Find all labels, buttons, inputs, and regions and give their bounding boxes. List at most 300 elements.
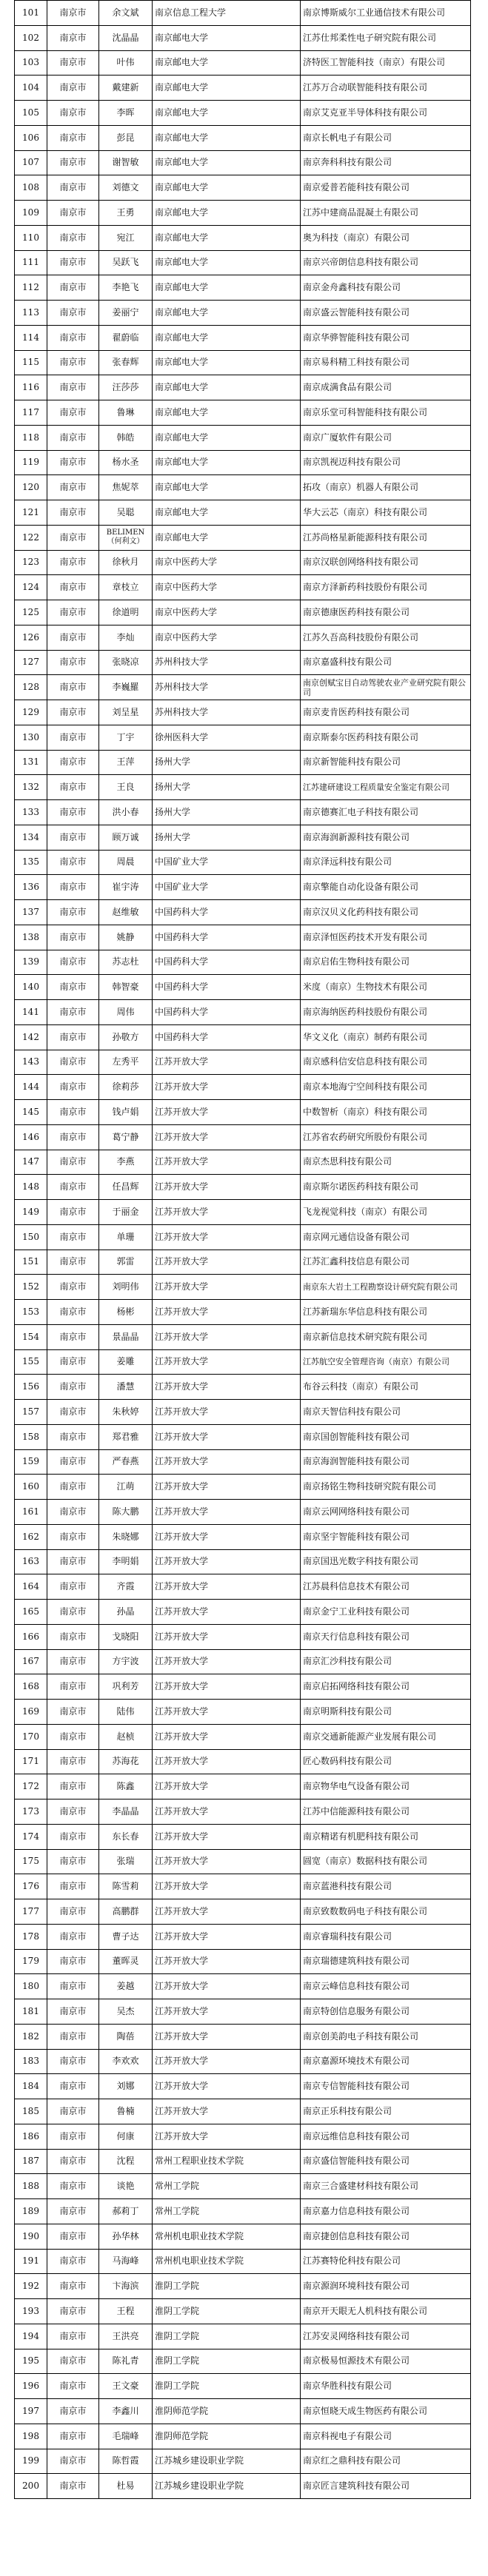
company-cell: 中数智析（南京）科技有限公司 [301,1100,471,1125]
company-cell: 南京乐堂可科智能科技有限公司 [301,400,471,426]
table-row [15,1024,471,1050]
row-number-cell: 141 [15,1000,47,1025]
table-row [15,2199,471,2224]
person-name-cell: 巩利芳 [99,1674,153,1700]
table-row [15,25,471,50]
person-name-cell: 韩智豪 [99,975,153,1000]
person-name-cell: 杨彬 [99,1300,153,1325]
person-name-cell: 严春燕 [99,1449,153,1475]
person-name-cell: 王勇 [99,201,153,226]
university-cell: 江苏开放大学 [153,1574,301,1600]
university-cell: 江苏开放大学 [153,1724,301,1749]
row-number-cell: 150 [15,1224,47,1250]
person-name-cell: 沈晶晶 [99,25,153,50]
table-row [15,2399,471,2424]
table-row [15,2299,471,2324]
company-cell: 南京擎能自动化设备有限公司 [301,875,471,900]
row-number-cell: 153 [15,1300,47,1325]
row-number-cell: 113 [15,301,47,326]
person-name-cell: 顾万诚 [99,825,153,850]
city-cell: 南京市 [47,225,99,250]
table-row [15,825,471,850]
person-name-cell: BELIMEN（何利文） [99,525,153,550]
city-cell: 南京市 [47,1974,99,1999]
person-name-cell: 齐霞 [99,1574,153,1600]
person-name-cell: 李鑫川 [99,2399,153,2424]
university-cell: 淮阴工学院 [153,2299,301,2324]
company-cell: 南京云网网络科技有限公司 [301,1500,471,1525]
table-row [15,1724,471,1749]
row-number-cell: 117 [15,400,47,426]
table-row [15,1150,471,1175]
university-cell: 江苏城乡建设职业学院 [153,2449,301,2474]
person-name-cell: 钱卢娟 [99,1100,153,1125]
company-cell: 南京盛信智能科技有限公司 [301,2149,471,2174]
row-number-cell: 162 [15,1524,47,1549]
person-name-cell: 苏海花 [99,1749,153,1774]
company-cell: 南京嘉盛科技有限公司 [301,650,471,675]
company-cell: 南京红之鼎科技有限公司 [301,2449,471,2474]
row-number-cell: 178 [15,1924,47,1949]
person-name-cell: 杜易 [99,2474,153,2499]
table-row [15,2324,471,2349]
city-cell: 南京市 [47,1449,99,1475]
company-cell: 南京专信智能科技有限公司 [301,2074,471,2099]
person-name-cell: 崔宇涛 [99,875,153,900]
person-name-cell: 赵桢 [99,1724,153,1749]
table-row [15,1899,471,1925]
company-cell: 江苏汇鑫科技信息有限公司 [301,1250,471,1275]
university-cell: 江苏开放大学 [153,2074,301,2099]
university-cell: 南京邮电大学 [153,225,301,250]
person-name-cell: 姜雕 [99,1349,153,1375]
person-name-cell: 方宇波 [99,1649,153,1674]
table-row [15,1475,471,1500]
table-row [15,1275,471,1300]
university-cell: 江苏开放大学 [153,1075,301,1100]
row-number-cell: 186 [15,2124,47,2149]
person-name-cell: 吴杰 [99,1999,153,2025]
row-number-cell: 167 [15,1649,47,1674]
university-cell: 南京邮电大学 [153,201,301,226]
roster-table [14,0,471,2499]
row-number-cell: 120 [15,475,47,500]
company-cell: 华文义化（南京）制药有限公司 [301,1024,471,1050]
table-row [15,2424,471,2449]
table-row [15,675,471,700]
table-row [15,650,471,675]
city-cell: 南京市 [47,2324,99,2349]
university-cell: 江苏开放大学 [153,2124,301,2149]
company-cell: 南京兴帝朗信息科技有限公司 [301,250,471,275]
table-row [15,1924,471,1949]
table-row [15,1,471,26]
person-name-cell: 章枝立 [99,575,153,600]
person-name-cell: 丁宇 [99,725,153,750]
company-cell: 南京汉贝义化药科技有限公司 [301,900,471,925]
row-number-cell: 190 [15,2224,47,2249]
city-cell: 南京市 [47,2024,99,2049]
row-number-cell: 107 [15,150,47,175]
row-number-cell: 176 [15,1874,47,1899]
city-cell: 南京市 [47,350,99,375]
company-cell: 拓攻（南京）机器人有限公司 [301,475,471,500]
university-cell: 苏州科技大学 [153,675,301,700]
table-row [15,1824,471,1849]
city-cell: 南京市 [47,1300,99,1325]
company-cell: 南京杰思科技有限公司 [301,1150,471,1175]
city-cell: 南京市 [47,1749,99,1774]
person-name-cell: 单珊 [99,1224,153,1250]
university-cell: 南京中医药大学 [153,625,301,650]
university-cell: 南京中医药大学 [153,600,301,625]
city-cell: 南京市 [47,550,99,575]
company-cell: 南京德康医药科技有限公司 [301,600,471,625]
city-cell: 南京市 [47,825,99,850]
university-cell: 江苏开放大学 [153,1924,301,1949]
university-cell: 南京中医药大学 [153,575,301,600]
person-name-cell: 姜越 [99,1974,153,1999]
company-cell: 南京启佑生物科技有限公司 [301,950,471,975]
person-name-cell: 李灿 [99,625,153,650]
university-cell: 南京邮电大学 [153,525,301,550]
city-cell: 南京市 [47,600,99,625]
company-cell: 南京易科精工科技有限公司 [301,350,471,375]
city-cell: 南京市 [47,2124,99,2149]
city-cell: 南京市 [47,2374,99,2399]
company-cell: 南京嘉源环境技术有限公司 [301,2049,471,2074]
table-row [15,975,471,1000]
table-row [15,1449,471,1475]
row-number-cell: 127 [15,650,47,675]
table-row [15,1674,471,1700]
university-cell: 常州工学院 [153,2199,301,2224]
city-cell: 南京市 [47,2274,99,2299]
company-cell: 南京极易恒源技术有限公司 [301,2349,471,2374]
company-cell: 南京瑞德建筑科技有限公司 [301,1949,471,1974]
row-number-cell: 195 [15,2349,47,2374]
roster-sheet [14,0,470,2499]
company-cell: 南京源润环境科技有限公司 [301,2274,471,2299]
company-cell: 南京华胜科技有限公司 [301,2374,471,2399]
person-name-cell: 余文斌 [99,1,153,26]
university-cell: 南京邮电大学 [153,301,301,326]
city-cell: 南京市 [47,425,99,450]
city-cell: 南京市 [47,700,99,725]
university-cell: 南京邮电大学 [153,400,301,426]
person-name-cell: 潘慧 [99,1375,153,1400]
table-row [15,1799,471,1825]
company-cell: 南京致数数码电子科技有限公司 [301,1899,471,1925]
company-cell: 江苏安灵网络科技有限公司 [301,2324,471,2349]
row-number-cell: 161 [15,1500,47,1525]
table-row [15,175,471,201]
university-cell: 江苏开放大学 [153,1974,301,1999]
person-name-cell: 徐秋月 [99,550,153,575]
university-cell: 南京邮电大学 [153,101,301,126]
university-cell: 中国药科大学 [153,1024,301,1050]
company-cell: 南京创美韵电子科技有限公司 [301,2024,471,2049]
person-name-cell: 鲁琳 [99,400,153,426]
row-number-cell: 119 [15,450,47,475]
university-cell: 江苏开放大学 [153,1949,301,1974]
city-cell: 南京市 [47,1874,99,1899]
person-name-cell: 孙华林 [99,2224,153,2249]
city-cell: 南京市 [47,201,99,226]
table-row [15,500,471,526]
row-number-cell: 129 [15,700,47,725]
table-row [15,2374,471,2399]
table-row [15,725,471,750]
company-cell: 南京睿瑞科技有限公司 [301,1924,471,1949]
person-name-cell: 王良 [99,775,153,800]
table-row [15,775,471,800]
person-name-cell: 马海峰 [99,2249,153,2274]
row-number-cell: 138 [15,925,47,950]
row-number-cell: 189 [15,2199,47,2224]
city-cell: 南京市 [47,975,99,1000]
company-cell: 南京创赋宝目自动驾驶农业产业研究院有限公司 [301,675,471,700]
table-row [15,2149,471,2174]
row-number-cell: 159 [15,1449,47,1475]
person-name-cell: 翟蔚临 [99,325,153,350]
row-number-cell: 133 [15,800,47,825]
row-number-cell: 132 [15,775,47,800]
university-cell: 江苏开放大学 [153,1774,301,1799]
city-cell: 南京市 [47,450,99,475]
person-name-cell: 李艳飞 [99,275,153,301]
row-number-cell: 193 [15,2299,47,2324]
roster-table-body [15,1,471,2499]
university-cell: 南京邮电大学 [153,50,301,76]
person-name-cell: 周伟 [99,1000,153,1025]
company-cell: 南京捷创信息科技有限公司 [301,2224,471,2249]
city-cell: 南京市 [47,2199,99,2224]
row-number-cell: 123 [15,550,47,575]
row-number-cell: 144 [15,1075,47,1100]
table-row [15,1375,471,1400]
company-cell: 南京德赛汇电子科技有限公司 [301,800,471,825]
row-number-cell: 192 [15,2274,47,2299]
person-name-cell: 于丽金 [99,1200,153,1225]
university-cell: 南京中医药大学 [153,550,301,575]
company-cell: 南京博斯威尔工业通信技术有限公司 [301,1,471,26]
person-name-cell: 李燕 [99,1150,153,1175]
row-number-cell: 142 [15,1024,47,1050]
person-name-cell: 吴聪 [99,500,153,526]
table-row [15,1124,471,1150]
university-cell: 江苏开放大学 [153,1175,301,1200]
university-cell: 苏州科技大学 [153,650,301,675]
university-cell: 扬州大学 [153,775,301,800]
table-row [15,1700,471,1725]
person-name-cell: 孙晶 [99,1600,153,1625]
university-cell: 常州机电职业技术学院 [153,2224,301,2249]
company-cell: 江苏晨科信息技术有限公司 [301,1574,471,1600]
table-row [15,1000,471,1025]
city-cell: 南京市 [47,625,99,650]
person-name-cell: 宛江 [99,225,153,250]
city-cell: 南京市 [47,500,99,526]
person-name-cell: 葛宁静 [99,1124,153,1150]
city-cell: 南京市 [47,2299,99,2324]
company-cell: 南京国迅光数字科技有限公司 [301,1549,471,1574]
row-number-cell: 197 [15,2399,47,2424]
table-row [15,2024,471,2049]
table-row [15,275,471,301]
row-number-cell: 135 [15,850,47,875]
row-number-cell: 101 [15,1,47,26]
table-row [15,850,471,875]
table-row [15,950,471,975]
university-cell: 南京邮电大学 [153,175,301,201]
city-cell: 南京市 [47,301,99,326]
row-number-cell: 145 [15,1100,47,1125]
person-name-cell: 徐莉莎 [99,1075,153,1100]
university-cell: 江苏开放大学 [153,1200,301,1225]
university-cell: 淮阴师范学院 [153,2424,301,2449]
university-cell: 江苏开放大学 [153,1849,301,1874]
city-cell: 南京市 [47,1799,99,1825]
table-row [15,301,471,326]
table-row [15,201,471,226]
table-row [15,1749,471,1774]
company-cell: 南京金宁工业科技有限公司 [301,1600,471,1625]
row-number-cell: 154 [15,1324,47,1349]
city-cell: 南京市 [47,125,99,150]
person-name-cell: 江萌 [99,1475,153,1500]
table-row [15,1874,471,1899]
row-number-cell: 148 [15,1175,47,1200]
table-row [15,2224,471,2249]
person-name-cell: 苏志杜 [99,950,153,975]
row-number-cell: 198 [15,2424,47,2449]
table-row [15,400,471,426]
person-name-cell: 杨水圣 [99,450,153,475]
university-cell: 江苏开放大学 [153,1799,301,1825]
city-cell: 南京市 [47,1250,99,1275]
university-cell: 江苏开放大学 [153,1649,301,1674]
table-row [15,750,471,775]
university-cell: 江苏开放大学 [153,1400,301,1425]
city-cell: 南京市 [47,1824,99,1849]
city-cell: 南京市 [47,1674,99,1700]
city-cell: 南京市 [47,1700,99,1725]
university-cell: 江苏开放大学 [153,1375,301,1400]
table-row [15,525,471,550]
city-cell: 南京市 [47,76,99,101]
table-row [15,76,471,101]
person-name-cell: 姚静 [99,925,153,950]
company-cell: 南京广厦软件有限公司 [301,425,471,450]
row-number-cell: 110 [15,225,47,250]
university-cell: 江苏开放大学 [153,1124,301,1150]
row-number-cell: 157 [15,1400,47,1425]
company-cell: 南京华骅智能科技有限公司 [301,325,471,350]
city-cell: 南京市 [47,1275,99,1300]
row-number-cell: 128 [15,675,47,700]
table-row [15,50,471,76]
row-number-cell: 168 [15,1674,47,1700]
table-row [15,450,471,475]
city-cell: 南京市 [47,1524,99,1549]
university-cell: 江苏开放大学 [153,1150,301,1175]
person-name-cell: 东长春 [99,1824,153,1849]
city-cell: 南京市 [47,2399,99,2424]
row-number-cell: 105 [15,101,47,126]
company-cell: 南京东大岩土工程勘察设计研究院有限公司 [301,1275,471,1300]
university-cell: 中国矿业大学 [153,875,301,900]
university-cell: 淮阴工学院 [153,2374,301,2399]
city-cell: 南京市 [47,2099,99,2124]
row-number-cell: 126 [15,625,47,650]
table-row [15,2074,471,2099]
city-cell: 南京市 [47,2424,99,2449]
university-cell: 南京邮电大学 [153,76,301,101]
university-cell: 江苏开放大学 [153,1424,301,1449]
city-cell: 南京市 [47,275,99,301]
company-cell: 南京交通新能源产业发展有限公司 [301,1724,471,1749]
table-row [15,700,471,725]
university-cell: 南京信息工程大学 [153,1,301,26]
university-cell: 江苏开放大学 [153,1100,301,1125]
table-row [15,875,471,900]
city-cell: 南京市 [47,375,99,400]
university-cell: 南京邮电大学 [153,500,301,526]
row-number-cell: 152 [15,1275,47,1300]
person-name-cell: 刘明伟 [99,1275,153,1300]
company-cell: 华大云芯（南京）科技有限公司 [301,500,471,526]
city-cell: 南京市 [47,1175,99,1200]
person-name-cell: 左秀平 [99,1050,153,1075]
university-cell: 淮阴工学院 [153,2349,301,2374]
university-cell: 南京邮电大学 [153,25,301,50]
row-number-cell: 122 [15,525,47,550]
row-number-cell: 158 [15,1424,47,1449]
person-name-cell: 沈程 [99,2149,153,2174]
company-cell: 南京奔科科技有限公司 [301,150,471,175]
row-number-cell: 164 [15,1574,47,1600]
city-cell: 南京市 [47,775,99,800]
table-row [15,1300,471,1325]
table-row [15,1100,471,1125]
row-number-cell: 187 [15,2149,47,2174]
university-cell: 南京邮电大学 [153,425,301,450]
person-name-cell: 叶伟 [99,50,153,76]
company-cell: 南京扬铭生物科技研究院有限公司 [301,1475,471,1500]
row-number-cell: 169 [15,1700,47,1725]
university-cell: 淮阴工学院 [153,2274,301,2299]
row-number-cell: 140 [15,975,47,1000]
table-row [15,1424,471,1449]
person-name-cell: 李晖 [99,101,153,126]
company-cell: 奥为科技（南京）有限公司 [301,225,471,250]
row-number-cell: 191 [15,2249,47,2274]
university-cell: 南京邮电大学 [153,125,301,150]
university-cell: 江苏开放大学 [153,1549,301,1574]
person-name-cell: 谢智敏 [99,150,153,175]
university-cell: 中国矿业大学 [153,850,301,875]
university-cell: 常州工学院 [153,2174,301,2199]
table-row [15,2124,471,2149]
city-cell: 南京市 [47,1574,99,1600]
row-number-cell: 156 [15,1375,47,1400]
person-name-cell: 郑君雅 [99,1424,153,1449]
person-name-cell: 彭昆 [99,125,153,150]
person-name-cell: 景晶晶 [99,1324,153,1349]
person-name-cell: 刘呈星 [99,700,153,725]
city-cell: 南京市 [47,1500,99,1525]
